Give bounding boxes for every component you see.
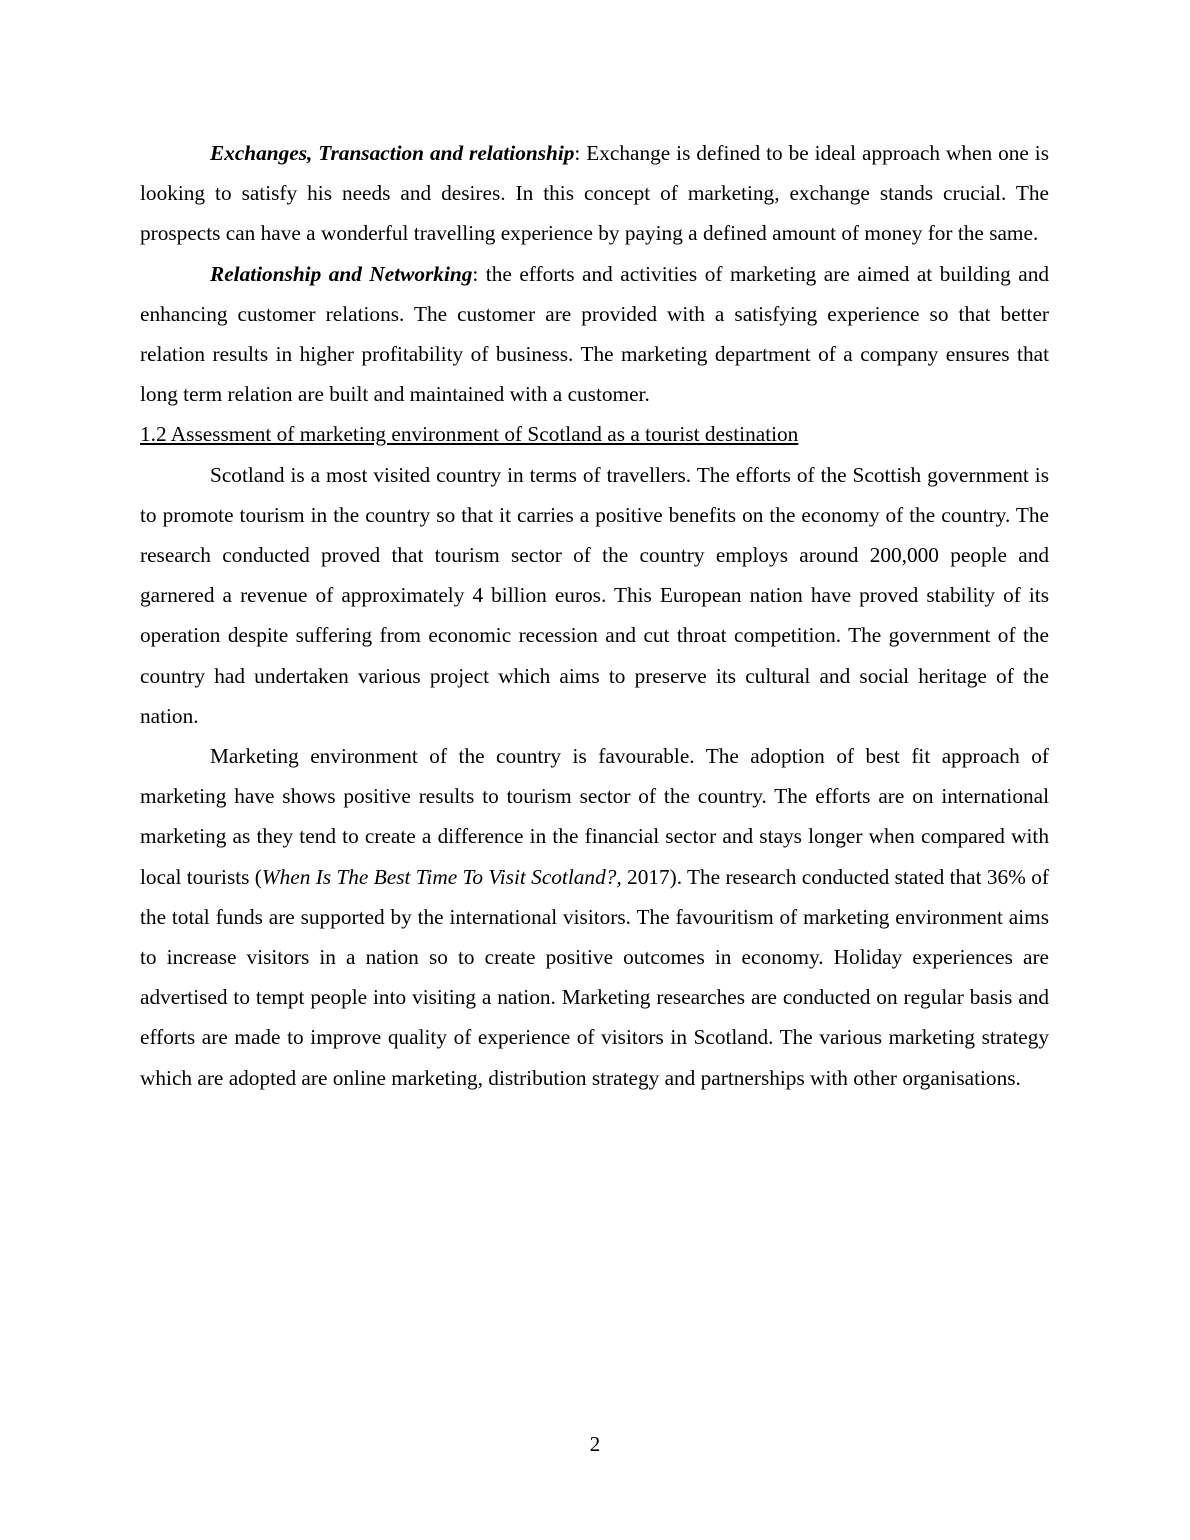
page-number: 2 [589,1432,601,1456]
relationship-term: Relationship and Networking [210,261,473,286]
document-body [140,133,1049,1098]
exchanges-term: Exchanges, Transaction and relationship [210,141,575,165]
section-heading: 1.2 Assessment of marketing environment of Scotland as a tourist destination [140,422,799,447]
exchanges-text: : Exchange is defined to be ideal approach when one is looking to satisfy his needs and desires. In this concept of marketing, exchange stands crucial. The prospects can have a wonderful travelling experience by paying a defined amount of money for the same. [140,141,1049,246]
scotland-paragraph: Scotland is a most visited country in terms of travellers. The efforts of the Scottish government is to promote tourism in the country so that it carries a positive benefits on the economy of the country. The research conducted proved that tourism sector of the country employs around 200,000 people and garnered a revenue of approximately 4 billion euros. This European nation have proved stability of its operation despite suffering from economic recession and cut throat competition. The government of the country had undertaken various project which aims to preserve its cultural and social heritage of the nation. [140,462,1049,728]
citation-title: When Is The Best Time To Visit Scotland?, [261,864,622,889]
relationship-text: : the efforts and activities of marketing are aimed at building and enhancing customer relations. The customer are provided with a satisfying experience so that better relation results in higher profitability of business. The marketing department of a company ensures that long term relation are built and maintained with a customer. [140,261,1049,407]
marketing-text-after: 2017). The research conducted stated that 36% of the total funds are supported by the international visitors. The favouritism of marketing environment aims to increase visitors in a nation so to create positive outcomes in economy. Holiday experiences are advertised to tempt people into visiting a nation. Marketing researches are conducted on regular basis and efforts are made to improve quality of experience of visitors in Scotland. The various marketing strategy which are adopted are online marketing, distribution strategy and partnerships with other organisations. [140,864,1050,1090]
marketing-environment-paragraph [140,736,1049,1098]
relationship-paragraph [140,254,1049,415]
marketing-text-before: Marketing environment of the country is favourable. The adoption of best fit approach of marketing have shows positive results to tourism sector of the country. The efforts are on international marketing as they tend to create a difference in the financial sector and stays longer when compared with local tourists ( [140,744,1049,889]
exchanges-paragraph [140,133,1049,254]
